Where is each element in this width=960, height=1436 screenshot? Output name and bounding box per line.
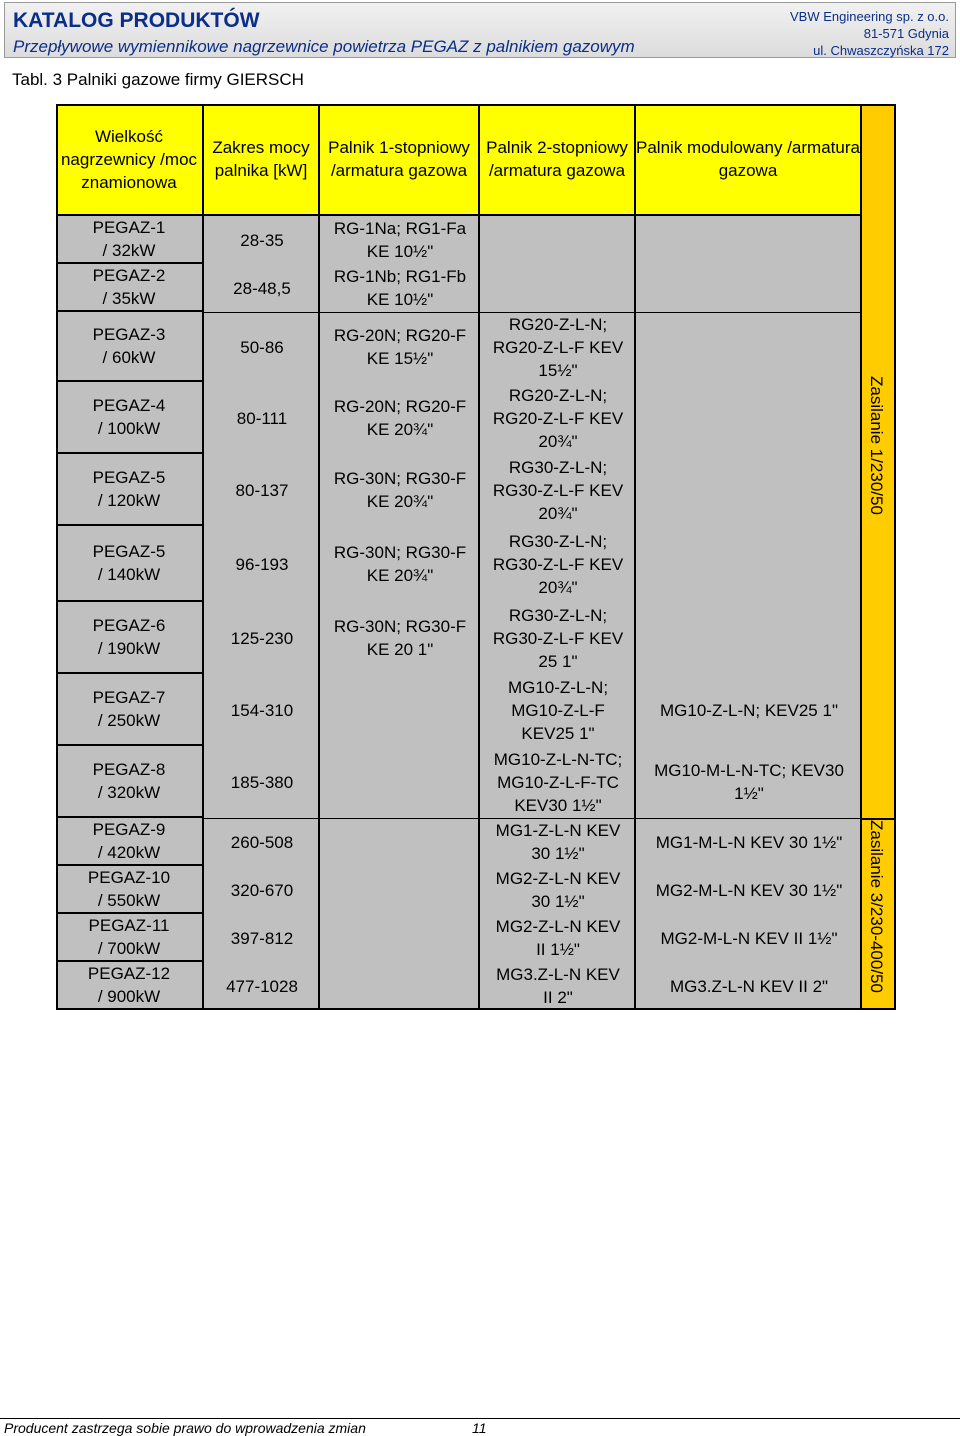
table-cell-modulated: MG1-M-L-N KEV 30 1½" [655,832,843,852]
table-cell-modulated: MG3.Z-L-N KEV II 2" [669,976,829,996]
table-cell-power-range: 154-310 [230,700,294,720]
table-cell-two-stage: RG30-Z-L-N; RG30-Z-L-F KEV 20¾" [492,531,624,597]
table-cell-two-stage: MG2-Z-L-N KEV II 1½" [495,917,621,959]
table-cell-one-stage: RG-1Nb; RG1-Fb KE 10½" [333,267,467,309]
table-cell-two-stage: MG10-Z-L-N-TC; MG10-Z-L-F-TC KEV30 1½" [493,749,623,815]
table-cell-one-stage: RG-30N; RG30-F KE 20 1" [333,617,467,659]
column-header: Zakres mocy palnika [kW] [204,104,320,216]
table-row-heater: PEGAZ-4 / 100kW [56,382,204,454]
footer-note: Producent zastrzega sobie prawo do wprowadzenia zmian [4,1420,366,1436]
table-cell-modulated: MG2-M-L-N KEV II 1½" [660,928,838,948]
table-cell-one-stage: RG-20N; RG20-F KE 15½" [333,326,467,368]
table-row-heater: PEGAZ-7 / 250kW [56,674,204,746]
table-cell-power-range: 28-35 [240,230,284,250]
table-row-heater: PEGAZ-10 / 550kW [56,866,204,914]
table-cell-power-range: 185-380 [230,772,294,792]
table-cell-two-stage: RG20-Z-L-N; RG20-Z-L-F KEV 20¾" [492,385,624,451]
catalog-subtitle: Przepływowe wymiennikowe nagrzewnice powietrza PEGAZ z palnikiem gazowym [13,37,635,56]
table-cell-two-stage: MG3.Z-L-N KEV II 2" [496,965,620,1007]
supply-single-phase-label: Zasilanie 1/230/50 [867,376,886,515]
table-cell-power-range: 320-670 [230,880,294,900]
table-caption: Tabl. 3 Palniki gazowe firmy GIERSCH [12,70,304,89]
column-header: Palnik 1-stopniowy /armatura gazowa [320,104,480,216]
column-header: Palnik 2-stopniowy /armatura gazowa [480,104,636,216]
table-row-heater: PEGAZ-3 / 60kW [56,312,204,382]
table-row-heater: PEGAZ-9 / 420kW [56,818,204,866]
company-address [790,8,949,59]
table-row-heater: PEGAZ-11 / 700kW [56,914,204,962]
table-row-heater: PEGAZ-12 / 900kW [56,962,204,1010]
table-cell-two-stage: MG10-Z-L-N; MG10-Z-L-F KEV25 1" [507,677,609,743]
company-postal: 81-571 Gdynia [863,26,949,41]
catalog-header [4,2,956,58]
table-cell-two-stage: RG30-Z-L-N; RG30-Z-L-F KEV 20¾" [492,457,624,523]
footer-divider [0,1418,960,1419]
table-cell-power-range: 260-508 [230,832,294,852]
table-cell-two-stage: RG30-Z-L-N; RG30-Z-L-F KEV 25 1" [492,605,624,671]
table-row-heater: PEGAZ-2 / 35kW [56,264,204,312]
table-cell-one-stage: RG-30N; RG30-F KE 20¾" [333,543,467,585]
supply-three-phase-label: Zasilanie 3/230-400/50 [867,820,886,993]
table-cell-two-stage: MG1-Z-L-N KEV 30 1½" [495,821,621,863]
table-row-heater: PEGAZ-6 / 190kW [56,602,204,674]
table-row-heater: PEGAZ-5 / 120kW [56,454,204,526]
table-cell-two-stage: MG2-Z-L-N KEV 30 1½" [495,869,621,911]
table-cell-modulated: MG2-M-L-N KEV 30 1½" [655,880,843,900]
table-cell-power-range: 477-1028 [226,976,298,996]
page-number: 11 [472,1420,487,1436]
table-cell-modulated: MG10-M-L-N-TC; KEV30 1½" [654,761,844,803]
table-cell-power-range: 28-48,5 [233,278,291,298]
column-header: Palnik modulowany /armatura gazowa [636,104,862,216]
catalog-title: KATALOG PRODUKTÓW [13,9,260,32]
table-cell-power-range: 96-193 [235,554,289,574]
table-cell-modulated: MG10-Z-L-N; KEV25 1" [660,700,838,720]
table-cell-power-range: 80-137 [235,480,289,500]
table-cell-power-range: 125-230 [230,628,294,648]
company-street: ul. Chwaszczyńska 172 [813,43,949,58]
table-cell-power-range: 50-86 [240,337,284,357]
table-cell-power-range: 397-812 [230,928,294,948]
table-cell-one-stage: RG-1Na; RG1-Fa KE 10½" [333,219,467,261]
table-cell-one-stage: RG-20N; RG20-F KE 20¾" [333,397,467,439]
company-name: VBW Engineering sp. z o.o. [790,9,949,24]
table-row-heater: PEGAZ-8 / 320kW [56,746,204,818]
table-row-heater: PEGAZ-5 / 140kW [56,526,204,602]
table-frame [56,104,896,1010]
column-header: Wielkość nagrzewnicy /moc znamionowa [56,104,204,216]
table-cell-one-stage: RG-30N; RG30-F KE 20¾" [333,469,467,511]
table-row-heater: PEGAZ-1 / 32kW [56,216,204,264]
table-cell-power-range: 80-111 [236,408,288,428]
table-cell-two-stage: RG20-Z-L-N; RG20-Z-L-F KEV 15½" [492,314,624,380]
